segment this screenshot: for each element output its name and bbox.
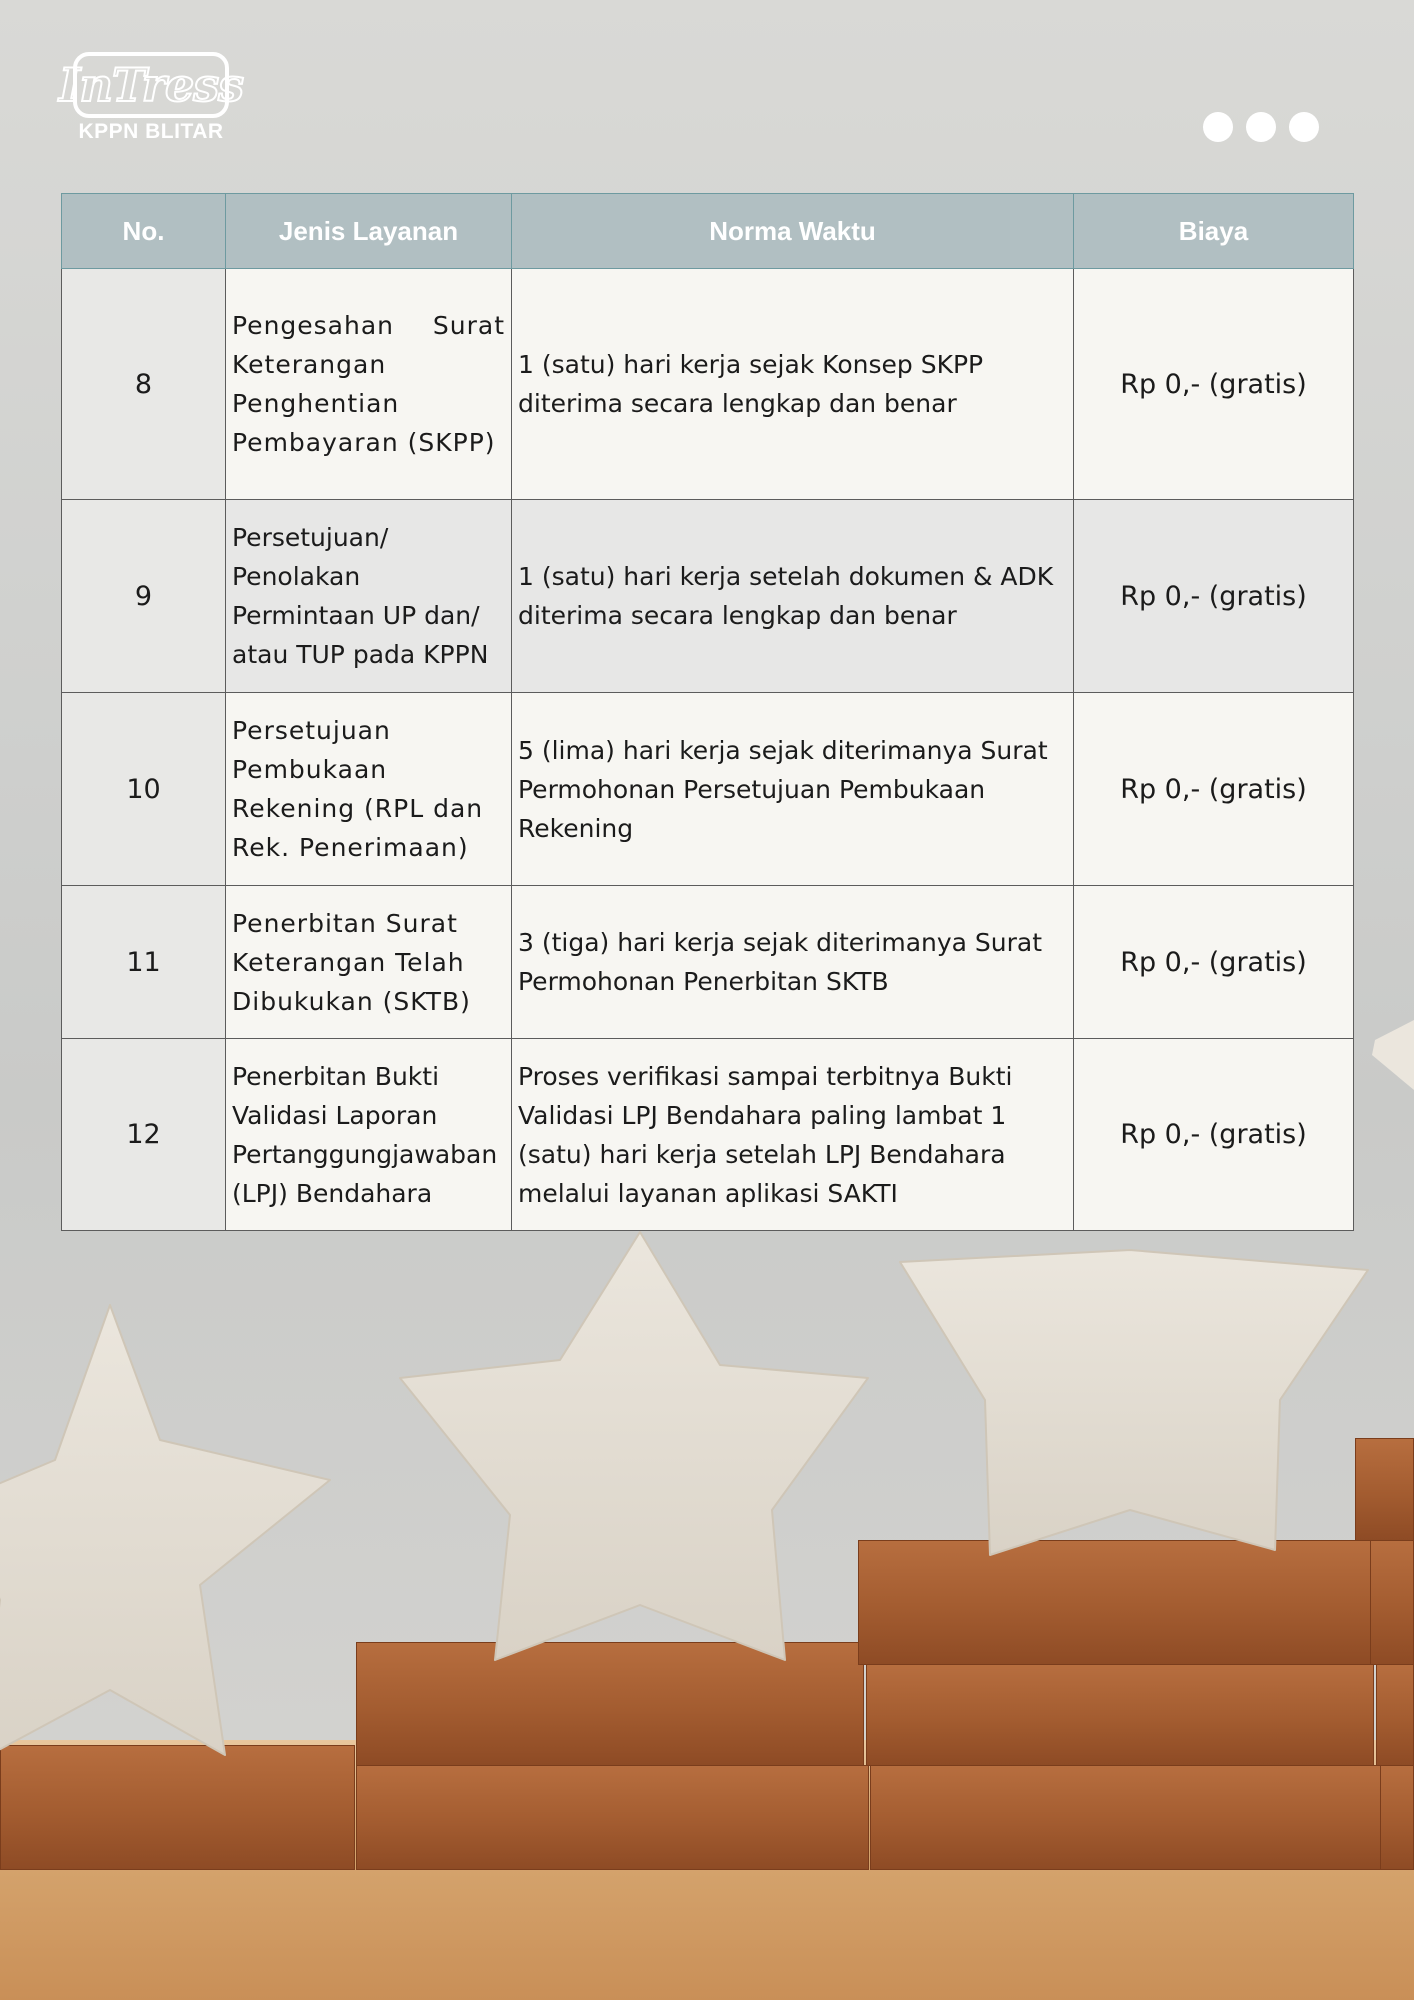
- logo: [58, 52, 244, 118]
- column-header-jenis-layanan: Jenis Layanan: [226, 194, 512, 269]
- cell-no: 10: [62, 693, 226, 886]
- cell-norma-waktu: Proses verifikasi sampai terbitnya Bukti Validasi LPJ Bendahara paling lambat 1 (satu) hari kerja setelah LPJ Bendahara melalui layanan aplikasi SAKTI: [512, 1039, 1074, 1231]
- table-row: [62, 269, 1354, 500]
- cell-biaya: Rp 0,- (gratis): [1074, 886, 1354, 1039]
- star-shape: [1372, 1020, 1414, 1090]
- cell-norma-waktu: 1 (satu) hari kerja sejak Konsep SKPP diterima secara lengkap dan benar: [512, 269, 1074, 500]
- cell-biaya: Rp 0,- (gratis): [1074, 693, 1354, 886]
- column-header-biaya: Biaya: [1074, 194, 1354, 269]
- menu-dots-icon[interactable]: [1203, 112, 1319, 142]
- table-row: [62, 693, 1354, 886]
- star-shape: [900, 1250, 1368, 1555]
- column-header-norma-waktu: Norma Waktu: [512, 194, 1074, 269]
- star-shape: [400, 1232, 868, 1660]
- office-name: KPPN BLITAR: [78, 120, 224, 143]
- cell-norma-waktu: 5 (lima) hari kerja sejak diterimanya Surat Permohonan Persetujuan Pembukaan Rekening: [512, 693, 1074, 886]
- cell-jenis-layanan: Penerbitan Bukti Validasi Laporan Pertanggungjawaban (LPJ) Bendahara: [226, 1039, 512, 1231]
- service-table: [61, 193, 1354, 1231]
- cell-no: 8: [62, 269, 226, 500]
- dot: [1289, 112, 1319, 142]
- dot: [1246, 112, 1276, 142]
- table-row: [62, 1039, 1354, 1231]
- cell-no: 9: [62, 500, 226, 693]
- cell-biaya: Rp 0,- (gratis): [1074, 1039, 1354, 1231]
- cell-norma-waktu: 1 (satu) hari kerja setelah dokumen & ADK diterima secara lengkap dan benar: [512, 500, 1074, 693]
- column-header-no: No.: [62, 194, 226, 269]
- cell-biaya: Rp 0,- (gratis): [1074, 269, 1354, 500]
- cell-norma-waktu: 3 (tiga) hari kerja sejak diterimanya Surat Permohonan Penerbitan SKTB: [512, 886, 1074, 1039]
- cell-jenis-layanan: Persetujuan Pembukaan Rekening (RPL dan Rek. Penerimaan): [226, 693, 512, 886]
- star-shape: [0, 1305, 330, 1760]
- cell-jenis-layanan: Pengesahan Surat Keterangan Penghentian Pembayaran (SKPP): [226, 269, 512, 500]
- cell-jenis-layanan: Persetujuan/ Penolakan Permintaan UP dan/ atau TUP pada KPPN: [226, 500, 512, 693]
- table-row: [62, 500, 1354, 693]
- logo-text: InTress: [58, 58, 244, 112]
- cell-no: 11: [62, 886, 226, 1039]
- cell-no: 12: [62, 1039, 226, 1231]
- dot: [1203, 112, 1233, 142]
- cell-jenis-layanan: Penerbitan Surat Keterangan Telah Dibukukan (SKTB): [226, 886, 512, 1039]
- table-row: [62, 886, 1354, 1039]
- table-header-row: [62, 194, 1354, 269]
- cell-biaya: Rp 0,- (gratis): [1074, 500, 1354, 693]
